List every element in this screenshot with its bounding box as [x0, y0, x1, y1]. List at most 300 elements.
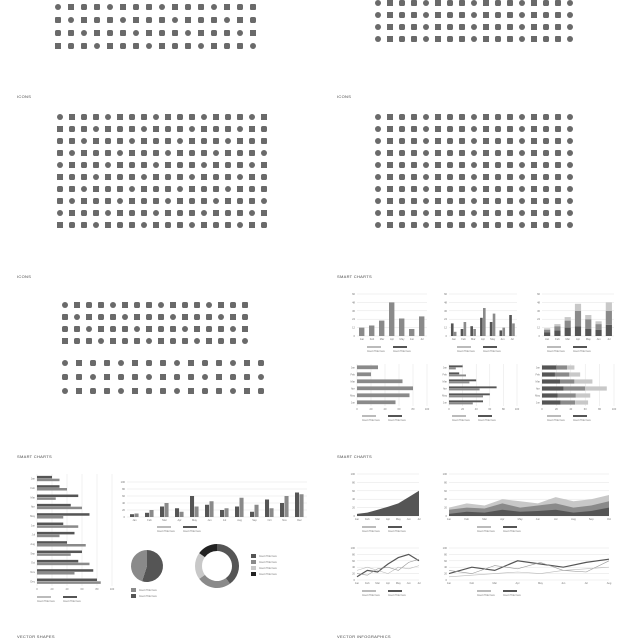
glyph-icon [237, 4, 243, 10]
glyph-icon [375, 162, 381, 168]
glyph-icon [543, 138, 549, 144]
tick-label: 48 [537, 301, 540, 305]
legend-swatch [547, 346, 561, 348]
glyph-icon [133, 4, 139, 10]
glyph-icon [261, 186, 267, 192]
glyph-icon [129, 222, 135, 228]
glyph-icon [237, 150, 243, 156]
glyph-icon [483, 138, 489, 144]
glyph-icon [213, 114, 219, 120]
tick-label: 100 [350, 473, 355, 476]
bar [585, 386, 607, 390]
bar [449, 403, 473, 405]
tick-label: 100 [424, 408, 430, 411]
glyph-icon [447, 222, 453, 228]
glyph-icon [107, 43, 113, 49]
glyph-icon [411, 174, 417, 180]
tick-label: 100 [442, 473, 447, 476]
glyph-icon [237, 114, 243, 120]
glyph-icon [213, 138, 219, 144]
tick-label: 40 [383, 408, 387, 411]
glyph-icon [543, 222, 549, 228]
bar [369, 326, 374, 337]
glyph-icon [387, 210, 393, 216]
bar [560, 379, 574, 383]
tick-label: May [395, 518, 401, 521]
glyph-icon [218, 338, 224, 344]
glyph-icon [447, 162, 453, 168]
glyph-icon [483, 198, 489, 204]
bar [37, 523, 63, 526]
glyph-icon [211, 30, 217, 36]
tick-label: Mar [492, 582, 497, 585]
legend-swatch [131, 588, 136, 592]
tick-label: Mar [482, 518, 487, 521]
tick-label: Jun [350, 401, 355, 405]
glyph-icon [189, 210, 195, 216]
tick-label: 40 [122, 502, 125, 505]
glyph-icon [216, 388, 222, 394]
glyph-icon [459, 36, 465, 42]
glyph-icon [459, 210, 465, 216]
glyph-icon [375, 222, 381, 228]
glyph-icon [69, 198, 75, 204]
glyph-icon [230, 326, 236, 332]
tick-label: 20 [554, 408, 558, 411]
glyph-icon [185, 30, 191, 36]
glyph-icon [237, 162, 243, 168]
panel-title: ICONS [17, 94, 32, 99]
tick-label: 100 [611, 408, 617, 411]
glyph-icon [567, 138, 573, 144]
glyph-icon [567, 126, 573, 132]
bar [449, 365, 463, 367]
bar [542, 365, 556, 369]
glyph-icon [459, 114, 465, 120]
tick-label: Jul [31, 533, 35, 537]
glyph-icon [447, 114, 453, 120]
glyph-icon [261, 138, 267, 144]
glyph-icon [182, 338, 188, 344]
glyph-icon [495, 114, 501, 120]
glyph-icon [117, 138, 123, 144]
tick-label: Mar [162, 519, 167, 522]
bar [564, 386, 586, 390]
tick-label: Feb [350, 373, 355, 377]
glyph-icon [555, 210, 561, 216]
tick-label: 0 [123, 516, 125, 519]
glyph-icon [435, 24, 441, 30]
glyph-icon [375, 114, 381, 120]
glyph-icon [483, 222, 489, 228]
glyph-icon [117, 114, 123, 120]
glyph-icon [81, 43, 87, 49]
glyph-icon [177, 174, 183, 180]
glyph-icon [423, 198, 429, 204]
glyph-icon [146, 388, 152, 394]
glyph-icon [117, 198, 123, 204]
legend-swatch [477, 590, 491, 592]
glyph-icon [94, 17, 100, 23]
glyph-icon [423, 36, 429, 42]
tick-label: 80 [352, 553, 355, 557]
glyph-icon [531, 210, 537, 216]
tick-label: 0 [353, 335, 355, 338]
glyph-icon [211, 17, 217, 23]
glyph-icon [471, 210, 477, 216]
bar [135, 514, 139, 518]
tick-label: 20 [369, 408, 373, 411]
tick-label: Jun [30, 524, 35, 528]
bar [449, 368, 456, 370]
tick-label: 20 [352, 506, 355, 510]
glyph-icon [237, 210, 243, 216]
bar [37, 581, 101, 584]
glyph-icon [74, 338, 80, 344]
glyph-icon [81, 174, 87, 180]
glyph-icon [567, 114, 573, 120]
tick-label: 40 [569, 408, 573, 411]
tick-label: Feb [535, 373, 540, 377]
bar [270, 508, 274, 517]
glyph-icon [159, 30, 165, 36]
glyph-icon [250, 4, 256, 10]
bar [595, 324, 601, 330]
glyph-icon [189, 198, 195, 204]
glyph-icon [172, 43, 178, 49]
glyph-icon [174, 360, 180, 366]
glyph-icon [81, 150, 87, 156]
glyph-icon [399, 24, 405, 30]
legend-label: Insert Title here [259, 561, 277, 564]
legend-swatch [457, 346, 471, 348]
glyph-icon [447, 210, 453, 216]
glyph-icon [411, 162, 417, 168]
bar [449, 372, 459, 374]
tick-label: 0 [448, 408, 450, 411]
bar [37, 563, 90, 566]
glyph-icon [225, 126, 231, 132]
tick-label: 48 [352, 301, 355, 305]
tick-label: Feb [442, 373, 447, 377]
tick-label: 40 [474, 408, 478, 411]
glyph-icon [507, 174, 513, 180]
glyph-icon [555, 0, 561, 6]
glyph-icon [202, 360, 208, 366]
glyph-icon [62, 326, 68, 332]
glyph-icon [567, 12, 573, 18]
bar [555, 372, 569, 376]
glyph-icon [165, 186, 171, 192]
glyph-icon [459, 174, 465, 180]
bar [595, 330, 601, 336]
legend-swatch [183, 526, 197, 528]
glyph-icon [153, 186, 159, 192]
glyph-icon [202, 374, 208, 380]
tick-label: 60 [352, 293, 355, 296]
glyph-icon [81, 210, 87, 216]
tick-label: 80 [122, 488, 125, 491]
glyph-icon [495, 12, 501, 18]
glyph-icon [399, 210, 405, 216]
glyph-icon [159, 43, 165, 49]
legend-label: Insert Title here [259, 555, 277, 558]
glyph-icon [242, 302, 248, 308]
glyph-icon [189, 138, 195, 144]
glyph-icon [213, 126, 219, 132]
glyph-icon [411, 0, 417, 6]
tick-label: Jan [132, 519, 137, 522]
glyph-icon [153, 210, 159, 216]
tick-label: Jul [584, 582, 588, 585]
glyph-icon [213, 162, 219, 168]
glyph-icon [146, 374, 152, 380]
bar [574, 379, 592, 383]
glyph-icon [230, 360, 236, 366]
legend-label: Insert Title here [37, 600, 55, 603]
glyph-icon [543, 198, 549, 204]
glyph-icon [483, 36, 489, 42]
glyph-icon [57, 222, 63, 228]
tick-label: Jul [420, 338, 424, 341]
glyph-icon [158, 302, 164, 308]
glyph-icon [211, 43, 217, 49]
tick-label: Jul [417, 518, 421, 521]
legend-label: Insert Title here [183, 530, 201, 533]
tick-label: 60 [122, 495, 125, 498]
glyph-icon [225, 150, 231, 156]
tick-label: 80 [444, 553, 447, 557]
glyph-icon [225, 222, 231, 228]
glyph-icon [249, 126, 255, 132]
tick-label: Feb [461, 338, 466, 341]
glyph-icon [411, 198, 417, 204]
tick-label: 12 [444, 326, 447, 330]
tick-label: 100 [350, 547, 355, 550]
bar [235, 507, 239, 518]
glyph-icon [543, 24, 549, 30]
glyph-icon [225, 210, 231, 216]
glyph-icon [375, 12, 381, 18]
tick-label: Jan [350, 366, 355, 370]
legend-label: Insert Title here [259, 567, 277, 570]
panel-title: ICONS [17, 274, 32, 279]
glyph-icon [94, 4, 100, 10]
tick-label: Apr [515, 582, 520, 585]
glyph-icon [213, 210, 219, 216]
bar [565, 317, 571, 321]
bar [558, 393, 576, 397]
glyph-icon [93, 114, 99, 120]
glyph-icon [118, 360, 124, 366]
glyph-icon [531, 36, 537, 42]
glyph-icon [483, 174, 489, 180]
pie-slice [217, 544, 239, 584]
glyph-icon [141, 222, 147, 228]
bar [509, 315, 512, 336]
glyph-icon [134, 302, 140, 308]
legend-swatch [37, 596, 51, 598]
legend-swatch [367, 346, 381, 348]
glyph-icon [507, 114, 513, 120]
glyph-icon [93, 126, 99, 132]
glyph-icon [543, 210, 549, 216]
glyph-icon [471, 222, 477, 228]
glyph-icon [375, 138, 381, 144]
glyph-icon [189, 114, 195, 120]
legend-swatch [478, 415, 492, 417]
legend-label: Insert Title here [452, 419, 470, 422]
glyph-icon [206, 302, 212, 308]
glyph-icon [237, 222, 243, 228]
glyph-icon [411, 36, 417, 42]
glyph-icon [567, 186, 573, 192]
glyph-icon [141, 174, 147, 180]
bar [210, 501, 214, 517]
tick-label: Jun [535, 401, 540, 405]
glyph-icon [55, 43, 61, 49]
bar [399, 319, 404, 337]
glyph-icon [483, 150, 489, 156]
tick-label: Jan [442, 366, 447, 370]
tick-label: 12 [537, 326, 540, 330]
tick-label: 100 [109, 588, 115, 591]
panel-title: SMART CHARTS [17, 454, 52, 459]
glyph-icon [531, 12, 537, 18]
bar [190, 496, 194, 517]
glyph-icon [459, 222, 465, 228]
glyph-icon [202, 388, 208, 394]
glyph-icon [507, 198, 513, 204]
glyph-icon [146, 302, 152, 308]
glyph-icon [555, 150, 561, 156]
glyph-icon [495, 24, 501, 30]
glyph-icon [495, 138, 501, 144]
glyph-icon [423, 114, 429, 120]
tick-label: 60 [352, 489, 355, 493]
tick-label: 20 [444, 572, 447, 576]
glyph-icon [519, 162, 525, 168]
glyph-icon [495, 222, 501, 228]
glyph-icon [201, 210, 207, 216]
legend-swatch [388, 526, 402, 528]
tick-label: 24 [537, 318, 540, 322]
glyph-icon [567, 24, 573, 30]
glyph-icon [555, 126, 561, 132]
glyph-icon [423, 222, 429, 228]
bar [449, 375, 466, 377]
glyph-icon [129, 162, 135, 168]
bar [565, 321, 571, 328]
glyph-icon [189, 174, 195, 180]
glyph-icon [543, 186, 549, 192]
glyph-icon [447, 198, 453, 204]
glyph-icon [146, 43, 152, 49]
glyph-icon [387, 174, 393, 180]
tick-label: May [537, 582, 543, 585]
tick-label: May [442, 394, 447, 398]
glyph-icon [495, 210, 501, 216]
bar [606, 302, 612, 310]
glyph-icon [55, 4, 61, 10]
glyph-icon [93, 186, 99, 192]
bar [502, 328, 505, 336]
glyph-icon [146, 314, 152, 320]
glyph-icon [555, 24, 561, 30]
bar [449, 382, 469, 384]
glyph-icon [411, 24, 417, 30]
bar [389, 302, 394, 336]
glyph-icon [93, 210, 99, 216]
glyph-icon [69, 174, 75, 180]
tick-label: May [399, 338, 405, 341]
glyph-icon [133, 43, 139, 49]
glyph-icon [507, 150, 513, 156]
bar [255, 505, 259, 517]
glyph-icon [507, 0, 513, 6]
glyph-icon [98, 302, 104, 308]
glyph-icon [120, 43, 126, 49]
icons-panel-3-left [17, 274, 317, 444]
glyph-icon [543, 126, 549, 132]
glyph-icon [141, 114, 147, 120]
glyph-icon [507, 36, 513, 42]
glyph-icon [435, 222, 441, 228]
tick-label: May [350, 394, 355, 398]
glyph-icon [201, 126, 207, 132]
glyph-icon [122, 314, 128, 320]
glyph-icon [261, 174, 267, 180]
tick-label: Sep [252, 519, 257, 522]
glyph-icon [201, 222, 207, 228]
glyph-icon [471, 24, 477, 30]
legend-label: Insert Title here [362, 419, 380, 422]
tick-label: 20 [444, 506, 447, 510]
tick-label: 60 [444, 293, 447, 296]
tick-label: Jan [535, 366, 540, 370]
legend-swatch [251, 566, 256, 570]
bar [542, 393, 558, 397]
glyph-icon [519, 150, 525, 156]
glyph-icon [218, 302, 224, 308]
glyph-icon [129, 126, 135, 132]
glyph-icon [146, 17, 152, 23]
glyph-icon [531, 222, 537, 228]
glyph-icon [230, 302, 236, 308]
glyph-icon [242, 338, 248, 344]
glyph-icon [399, 162, 405, 168]
glyph-icon [194, 314, 200, 320]
glyph-icon [201, 138, 207, 144]
glyph-icon [185, 4, 191, 10]
glyph-icon [375, 174, 381, 180]
tick-label: Jun [596, 338, 601, 341]
legend-label: Insert Title here [362, 594, 380, 597]
glyph-icon [86, 326, 92, 332]
glyph-icon [201, 114, 207, 120]
glyph-icon [411, 150, 417, 156]
glyph-icon [471, 126, 477, 132]
glyph-icon [519, 126, 525, 132]
glyph-icon [471, 186, 477, 192]
tick-label: Jun [442, 401, 447, 405]
legend-label: Insert Title here [157, 530, 175, 533]
glyph-icon [107, 30, 113, 36]
glyph-icon [216, 374, 222, 380]
bar [265, 500, 269, 518]
bar [575, 326, 581, 336]
bar [606, 311, 612, 325]
